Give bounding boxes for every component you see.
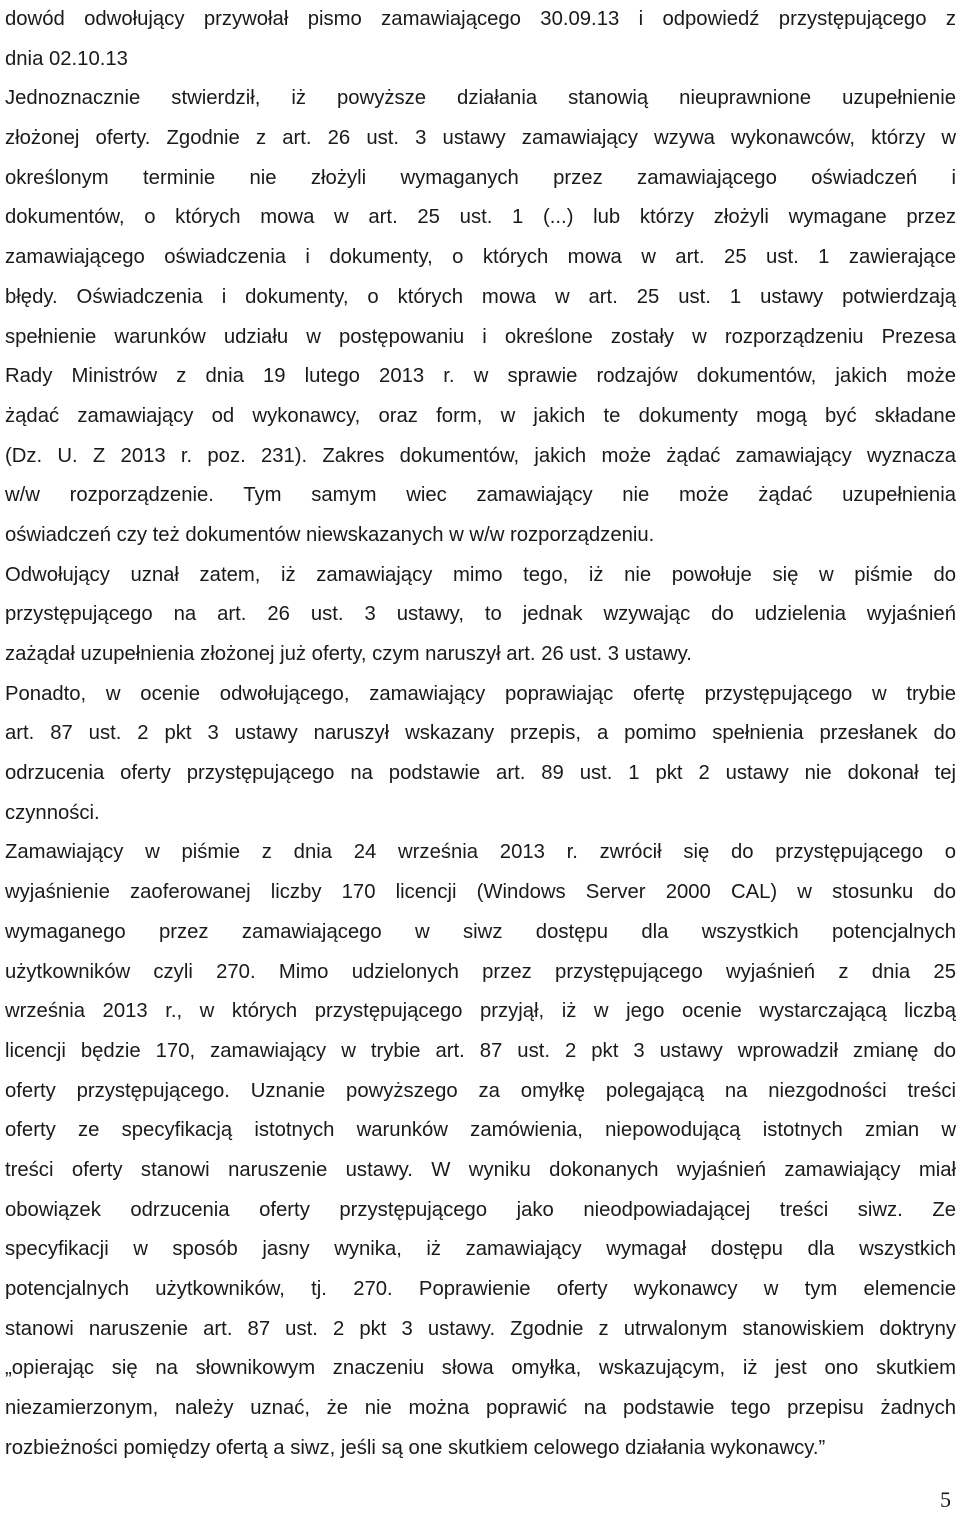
- text-line: wymaganego przez zamawiającego w siwz dostępu dla wszystkich potencjalnych: [5, 920, 956, 943]
- text-line: błędy. Oświadczenia i dokumenty, o których mowa w art. 25 ust. 1 ustawy potwierdzają: [5, 285, 956, 308]
- text-line: spełnienie warunków udziału w postępowaniu i określone zostały w rozporządzeniu Prezesa: [5, 325, 956, 348]
- text-line: zażądał uzupełnienia złożonej już oferty, czym naruszył art. 26 ust. 3 ustawy.: [5, 643, 692, 665]
- text-line: dnia 02.10.13: [5, 47, 128, 70]
- page-number: 5: [940, 1487, 951, 1512]
- text-line: określonym terminie nie złożyli wymaganych przez zamawiającego oświadczeń i: [5, 166, 956, 189]
- text-line: wyjaśnienie zaoferowanej liczby 170 licencji (Windows Server 2000 CAL) w stosunku do: [5, 881, 956, 904]
- text-line: użytkowników czyli 270. Mimo udzielonych przez przystępującego wyjaśnień z dnia 25: [5, 960, 956, 983]
- text-line: (Dz. U. Z 2013 r. poz. 231). Zakres dokumentów, jakich może żądać zamawiający wyznacza: [5, 444, 956, 467]
- text-line: treści oferty stanowi naruszenie ustawy. W wyniku dokonanych wyjaśnień zamawiający miał: [5, 1158, 956, 1181]
- text-line: czynności.: [5, 801, 100, 824]
- text-line: żądać zamawiający od wykonawcy, oraz form, w jakich te dokumenty mogą być składane: [5, 404, 956, 427]
- text-line: złożonej oferty. Zgodnie z art. 26 ust. 3 ustawy zamawiający wzywa wykonawców, którzy w: [5, 127, 956, 150]
- text-line: dokumentów, o których mowa w art. 25 ust. 1 (...) lub którzy złożyli wymagane przez: [5, 206, 956, 229]
- body-text: [5, 0, 956, 1468]
- text-line: obowiązek odrzucenia oferty przystępującego jako nieodpowiadającej treści siwz. Ze: [5, 1198, 956, 1221]
- text-line: stanowi naruszenie art. 87 ust. 2 pkt 3 ustawy. Zgodnie z utrwalonym stanowiskiem doktryny: [5, 1317, 956, 1340]
- text-line: zamawiającego oświadczenia i dokumenty, o których mowa w art. 25 ust. 1 zawierające: [5, 246, 956, 269]
- text-line: „opierając się na słownikowym znaczeniu słowa omyłka, wskazującym, iż jest ono skutkiem: [5, 1357, 956, 1380]
- text-line: dowód odwołujący przywołał pismo zamawiającego 30.09.13 i odpowiedź przystępującego z: [5, 8, 956, 30]
- text-line: Odwołujący uznał zatem, iż zamawiający mimo tego, iż nie powołuje się w piśmie do: [5, 563, 956, 586]
- text-line: przystępującego na art. 26 ust. 3 ustawy, to jednak wzywając do udzielenia wyjaśnień: [5, 603, 956, 626]
- text-line: oświadczeń czy też dokumentów niewskazanych w w/w rozporządzeniu.: [5, 523, 655, 546]
- text-line: Rady Ministrów z dnia 19 lutego 2013 r. w sprawie rodzajów dokumentów, jakich może: [5, 365, 956, 388]
- text-line: odrzucenia oferty przystępującego na podstawie art. 89 ust. 1 pkt 2 ustawy nie dokonał tej: [5, 762, 956, 785]
- text-line: Jednoznacznie stwierdził, iż powyższe działania stanowią nieuprawnione uzupełnienie: [5, 87, 956, 110]
- text-line: niezamierzonym, należy uznać, że nie można poprawić na podstawie tego przepisu żadnych: [5, 1397, 956, 1420]
- text-line: licencji będzie 170, zamawiający w trybie art. 87 ust. 2 pkt 3 ustawy wprowadził zmianę do: [5, 1039, 956, 1062]
- text-line: Zamawiający w piśmie z dnia 24 września 2013 r. zwrócił się do przystępującego o: [5, 841, 956, 864]
- text-line: specyfikacji w sposób jasny wynika, iż zamawiający wymagał dostępu dla wszystkich: [5, 1238, 956, 1261]
- text-line: w/w rozporządzenie. Tym samym wiec zamawiający nie może żądać uzupełnienia: [5, 484, 956, 507]
- text-line: potencjalnych użytkowników, tj. 270. Poprawienie oferty wykonawcy w tym elemencie: [5, 1278, 956, 1300]
- text-line: rozbieżności pomiędzy ofertą a siwz, jeśli są one skutkiem celowego działania wykonawcy.”: [5, 1436, 826, 1459]
- text-line: Ponadto, w ocenie odwołującego, zamawiający poprawiając ofertę przystępującego w trybie: [5, 682, 956, 705]
- text-line: oferty ze specyfikacją istotnych warunków zamówienia, niepowodującą istotnych zmian w: [5, 1119, 956, 1142]
- text-line: art. 87 ust. 2 pkt 3 ustawy naruszył wskazany przepis, a pomimo spełnienia przesłanek do: [5, 722, 956, 745]
- text-line: oferty przystępującego. Uznanie powyższego za omyłkę polegającą na niezgodności treści: [5, 1079, 956, 1102]
- text-line: września 2013 r., w których przystępującego przyjął, iż w jego ocenie wystarczającą liczbą: [5, 1000, 956, 1023]
